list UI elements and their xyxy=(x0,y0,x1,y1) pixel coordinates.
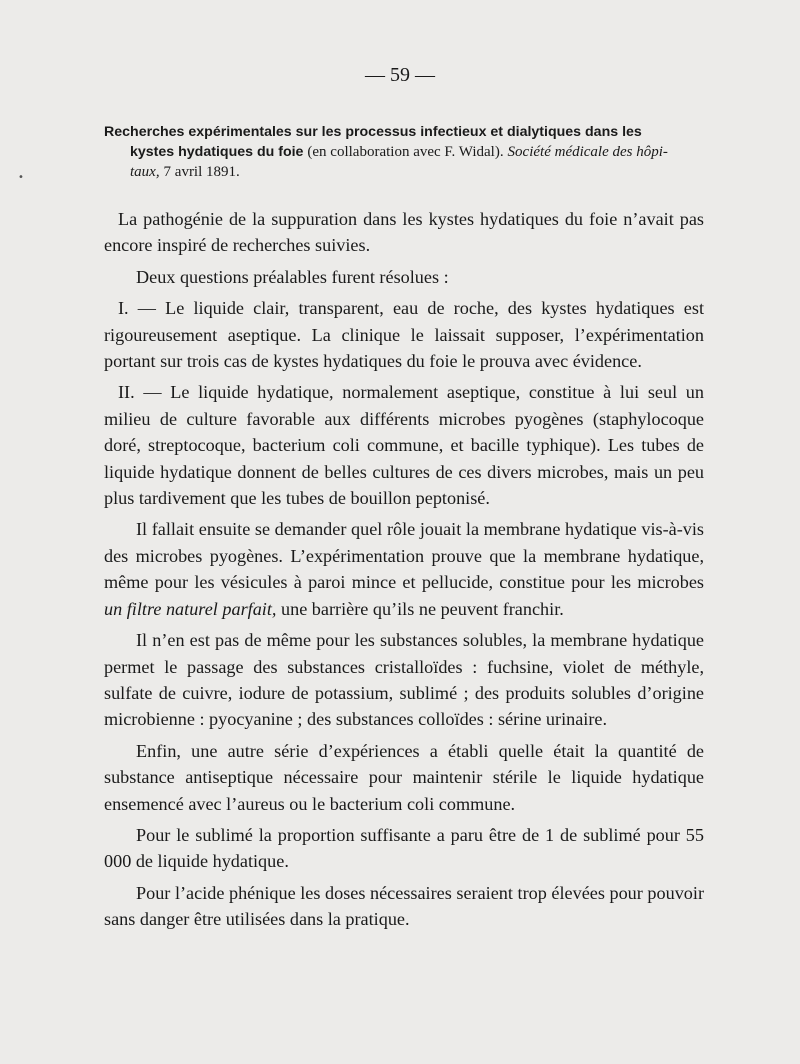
paragraph-1: La pathogénie de la suppuration dans les kystes hydatiques du foie n’avait pas encore inspiré de recherches suivies. xyxy=(104,209,704,256)
heading-line-1: Recherches expérimentales sur les processus infectieux et dialytiques dans les xyxy=(104,124,642,140)
heading-date: 7 avril 1891. xyxy=(163,164,240,180)
paragraph-2: Deux questions préalables furent résolues : xyxy=(136,266,449,287)
article-body xyxy=(104,206,704,938)
heading-venue: Société médicale des hôpi- xyxy=(507,144,668,160)
paragraph-7: Enfin, une autre série d’expériences a établi quelle était la quantité de substance antiseptique nécessaire pour maintenir stérile le liquide hydatique ensemencé avec l’aureus ou le bacterium coli commune. xyxy=(104,740,704,814)
heading-line-2 xyxy=(104,142,704,162)
margin-mark: • xyxy=(18,172,24,183)
paragraph-6: Il n’en est pas de même pour les substances solubles, la membrane hydatique permet le passage des substances cristalloïdes : fuchsine, violet de méthyle, sulfate de cuivre, iodure de potassium, sublimé ; des produits solubles d’origine microbienne : pyocyanine ; des substances colloïdes : sérine urinaire. xyxy=(104,630,704,730)
paragraph-8: Pour le sublimé la proportion suffisante a paru être de 1 de sublimé pour 55 000 de liquide hydatique. xyxy=(104,824,704,872)
heading-collaboration: (en collaboration avec F. Widal). xyxy=(307,144,504,160)
heading-line-3 xyxy=(104,162,704,182)
paragraph-4: II. — Le liquide hydatique, normalement aseptique, constitue à lui seul un milieu de culture favorable aux différents microbes pyogènes (staphylocoque doré, streptocoque, bacterium coli commune, et bacille typhique). Les tubes de liquide hydatique donnent de belles cultures de ces divers microbes, mais un peu plus tardivement que les tubes de bouillon peptonisé. xyxy=(104,382,704,509)
heading-venue-end: taux, xyxy=(130,164,160,180)
article-heading xyxy=(104,122,704,182)
paragraph-5 xyxy=(104,516,704,622)
heading-subject: kystes hydatiques du foie xyxy=(130,144,304,160)
paragraph-5-emphasis: un filtre naturel parfait, xyxy=(104,598,277,619)
paragraph-9: Pour l’acide phénique les doses nécessaires seraient trop élevées pour pouvoir sans danger être utilisées dans la pratique. xyxy=(104,882,704,930)
page-number: — 59 — xyxy=(365,64,435,86)
paragraph-3: I. — Le liquide clair, transparent, eau de roche, des kystes hydatiques est rigoureusement aseptique. La clinique le laissait supposer, l’expérimentation portant sur trois cas de kystes hydatiques du foie le prouva avec évidence. xyxy=(104,298,704,372)
paragraph-5-end: une barrière qu’ils ne peuvent franchir. xyxy=(281,598,564,619)
paragraph-5-start: Il fallait ensuite se demander quel rôle jouait la membrane hydatique vis-à-vis des microbes pyogènes. L’expérimentation prouve que la membrane hydatique, même pour les vésicules à paroi mince et pellucide, constitue pour les microbes xyxy=(104,519,704,593)
